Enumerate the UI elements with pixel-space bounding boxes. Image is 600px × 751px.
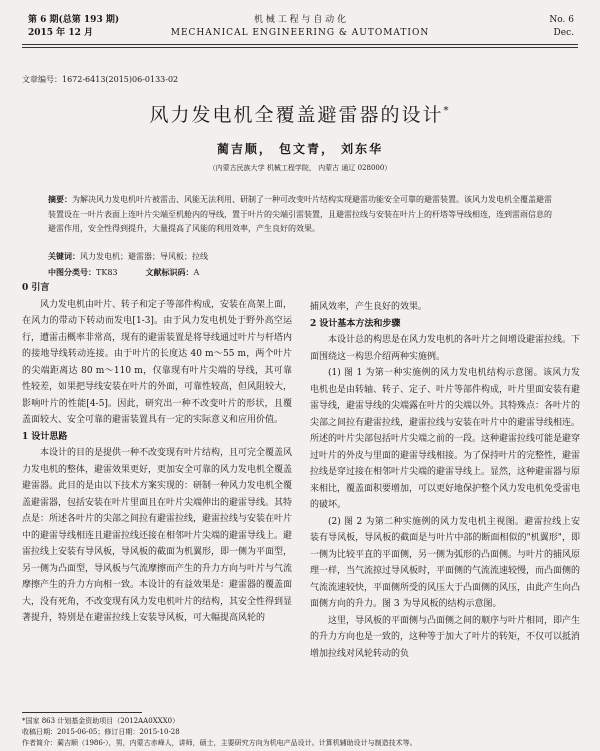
title-footnote-mark: * [443, 105, 451, 117]
abstract-text: 为解决风力发电机叶片被雷击、风能无法利用、研制了一种可改变叶片结构实现避雷功能安全可靠的避雷装置。该风力发电机全覆盖避雷装置设在一叶片表面上连叶片尖端至机舱内的导线，置于叶片的尖端引雷装置，且避雷拉线与安装在叶片上的杆塔等导线相连，连到雷雨信息的避雷作用，安全性得到提升，大量提高了风能的利用效率，产生良好的效果。 [48, 195, 552, 233]
issue-month-en: Dec. [553, 28, 574, 38]
classification-line [48, 267, 227, 278]
section-2-paragraph-3: (2) 图 2 为第二种实施例的风力发电机主视图。避雷拉线上安装有导风板，导风板的截面是与叶片中部的断面相似的"机翼形"，即一侧为比较平直的平面侧，另一侧为弧形的凸面侧。与叶片的捕风原理一样，当气流掠过导风板时，平面侧的气流流速较慢，而凸面侧的气流流速较快，平面侧所受的风压大于凸面侧的风压，由此产生向凸面侧方向的升力。图 3 为导风板的结构示意图。 [310, 516, 581, 609]
affiliation: （内蒙古民族大学 机械工程学院， 内蒙古 通辽 028000） [208, 164, 392, 172]
doc-code-label: 文献标识码： [145, 267, 194, 277]
header-rule-2 [22, 47, 578, 48]
footnote-author: 作者简介：蔺吉顺（1986-），男，内蒙古赤峰人，讲师，硕士，主要研究方向为机电产品设计。计算机辅助设计与制造技术等。 [22, 739, 417, 747]
paper-title-text: 风力发电机全覆盖避雷器的设计 [149, 104, 444, 126]
keywords-label: 关键词： [48, 251, 80, 261]
section-2-title: 2 设计基本方法和步骤 [310, 318, 401, 329]
journal-issue-en [549, 14, 574, 40]
abstract [48, 192, 553, 237]
journal-issue-cn [28, 14, 119, 40]
section-1-title: 1 设计思路 [22, 431, 68, 442]
keywords [48, 251, 553, 262]
article-number: 文章编号：1672-6413(2015)06-0133-02 [22, 75, 179, 84]
journal-name-cn: 机 械 工 程 与 自 动 化 [253, 15, 347, 25]
right-column [310, 299, 580, 662]
abstract-label: 摘要： [48, 194, 72, 204]
keywords-text: 风力发电机；避雷器；导风板；拉线 [80, 252, 208, 261]
section-2-paragraph-1: 本设计总的构思是在风力发电机的各叶片之间增设避雷拉线。下面围绕这一构思介绍两种实施例。 [310, 335, 581, 362]
issue-date-cn: 2015 年 12 月 [28, 28, 93, 38]
author-list: 蔺吉顺， 包文青， 刘东华 [216, 142, 384, 156]
journal-name-en: MECHANICAL ENGINEERING & AUTOMATION [170, 28, 430, 38]
section-2-paragraph-4: 这里，导风板的平面侧与凸面侧之间的顺序与叶片相同，即产生的升力方向也是一致的，这种等于加大了叶片的转矩，不仅可以抵消增加拉线对风轮转动的负 [310, 615, 581, 659]
issue-number-cn: 第 6 期(总第 193 期) [28, 15, 120, 25]
footnote-fund: *国家 863 计划基金资助项目（2012AA0XXX0） [22, 717, 180, 725]
paper-title [0, 100, 600, 127]
section-0-title: 0 引言 [22, 283, 50, 293]
section-1-paragraph: 本设计的目的是提供一种不改变现有叶片结构，且可完全覆盖风力发电机的整体，避雷效果更好，更加安全可靠的风力发电机全覆盖避雷器。此目的是由以下技术方案实现的：研制一种风力发电机全覆盖避雷器，包括安装在叶片里面且在叶片尖端伸出的避雷导线。其特点是：所述各叶片的尖部之间拉有避雷拉线，避雷拉线与安装在叶片中的避雷导线相连且避雷拉线还接在相邻叶片尖端的避雷导线上。避雷拉线上安装有导风板，导风板的截面为机翼形，即一侧为平面型，另一侧为凸面型，导风板与气流摩擦而产生的升力方向与叶片与气流摩擦产生的升力方向相一致。本设计的有益效果是：避雷器的覆盖面大，没有死角，不改变现有风力发电机叶片的结构，其安全性得到显著提升，特别是在避雷拉线上安装导风板，可大幅提高风轮的 [22, 448, 293, 623]
footnote-rule [22, 712, 142, 713]
doc-code-value: A [193, 268, 200, 277]
journal-name [170, 14, 430, 40]
issue-number-en: No. 6 [549, 15, 574, 25]
left-column [22, 280, 292, 627]
continued-paragraph: 捕风效率，产生良好的效果。 [310, 302, 428, 312]
section-2-paragraph-2: (1) 图 1 为第一种实施例的风力发电机结构示意图。该风力发电机也是由转轴、转子、定子、叶片等部件构成，叶片里面安装有避雷导线，避雷导线的尖端露在叶片的尖端以外。其特殊点：各叶片的尖部之间拉有避雷拉线，避雷拉线与安装在叶片中的避雷导线相连。所述的叶片尖部包括叶片尖端之前的一段。这种避雷拉线可能是避穿过叶片的外皮与里面的避雷导线相接。为了保持叶片的完整性，避雷拉线是穿过接在相邻叶片尖端的避雷导线上。显然，这种避雷器与原来相比，覆盖面积要增加，可以更好地保护整个风力发电机免受雷电的破坏。 [310, 368, 581, 510]
clc-label: 中图分类号： [48, 267, 96, 277]
clc-value: TK83 [96, 268, 118, 277]
header-rule [22, 44, 578, 45]
footnote-received: 收稿日期：2015-06-05；修订日期：2015-10-28 [22, 728, 180, 736]
section-0-paragraph: 风力发电机由叶片、转子和定子等部件构成，安装在高架上面，在风力的带动下转动而发电[1-3]。由于风力发电机处于野外高空运行，遭雷击概率非常高，现有的避雷装置是将导线通过叶片与杆塔内的接地导线转动连接。由于叶片的长度达 40 m～55 m，两个叶片的尖端距离达 80 m～110 m，仅靠现有叶片尖端的导线，其可靠性较差，如果把导线安装在叶片的外面，可靠性较高，但风阻较大，影响叶片的性能[4-5]。因此，研究出一种不改变叶片的形状，且覆盖面较大、安全可靠的避雷装置具有一定的实际意义和应用价值。 [22, 299, 293, 425]
